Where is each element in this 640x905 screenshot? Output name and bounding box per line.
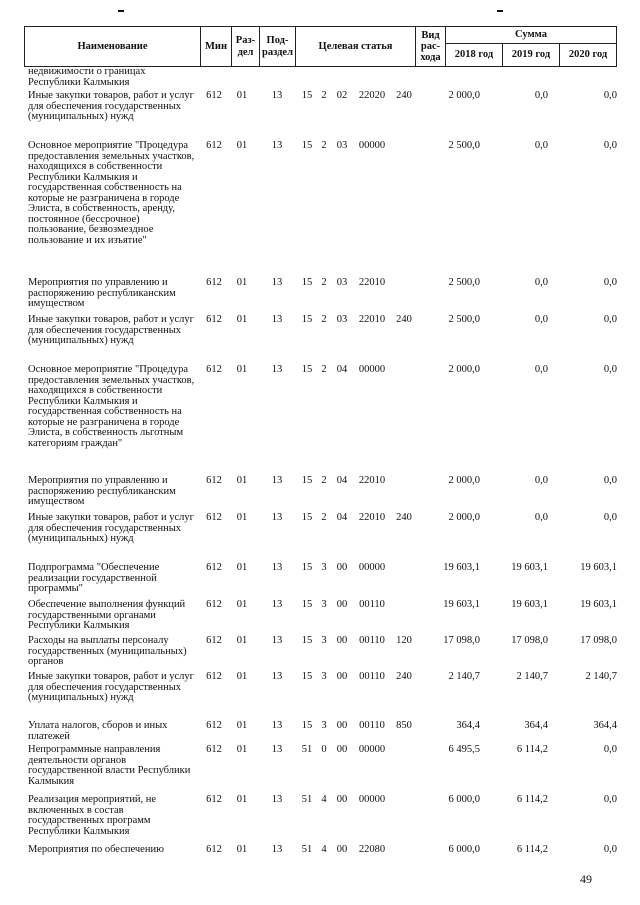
cell-target-event: 03 <box>336 140 348 151</box>
header-razdel: Раз- дел <box>232 27 260 67</box>
cell-target-program: 15 <box>301 635 313 646</box>
cell-sum-2020: 0,0 <box>603 844 617 855</box>
cell-podrazdel: 13 <box>271 599 283 610</box>
cell-sum-2020: 364,4 <box>593 720 617 731</box>
cell-sum-2018: 2 500,0 <box>448 277 480 288</box>
row-name: Основное мероприятие "Процедура предоставления земельных участков, находящихся в собственности Республики Калмыкия и государственная собственность на которые не разграничена в городе Элиста, в собственность, аренду, постоянное (бессрочное) пользование, безвозмездное пользование и их изъятие" <box>28 140 195 246</box>
cell-min: 612 <box>206 314 222 325</box>
cell-target-program: 51 <box>301 794 313 805</box>
cell-sum-2019: 17 098,0 <box>511 635 548 646</box>
header-2018: 2018 год <box>446 44 503 67</box>
row-name: Расходы на выплаты персоналу государственных (муниципальных) органов <box>28 635 187 667</box>
cell-target-direction: 22080 <box>358 844 386 855</box>
cell-razdel: 01 <box>236 671 248 682</box>
cell-target-direction: 22010 <box>358 314 386 325</box>
cell-target-event: 00 <box>336 720 348 731</box>
cell-target-event: 04 <box>336 364 348 375</box>
cell-vid: 120 <box>396 635 412 646</box>
cell-target-subprogram: 4 <box>321 794 327 805</box>
cell-sum-2020: 0,0 <box>603 744 617 755</box>
row-name: Иные закупки товаров, работ и услуг для обеспечения государственных (муниципальных) нужд <box>28 314 194 346</box>
cell-razdel: 01 <box>236 844 248 855</box>
cell-razdel: 01 <box>236 794 248 805</box>
cell-min: 612 <box>206 671 222 682</box>
cell-sum-2018: 6 000,0 <box>448 794 480 805</box>
cell-sum-2019: 0,0 <box>534 512 548 523</box>
cell-sum-2020: 0,0 <box>603 512 617 523</box>
cell-target-program: 15 <box>301 277 313 288</box>
cell-razdel: 01 <box>236 277 248 288</box>
cell-sum-2020: 0,0 <box>603 314 617 325</box>
cell-razdel: 01 <box>236 720 248 731</box>
cell-sum-2018: 17 098,0 <box>443 635 480 646</box>
cell-podrazdel: 13 <box>271 744 283 755</box>
cell-vid: 850 <box>396 720 412 731</box>
row-name: Иные закупки товаров, работ и услуг для обеспечения государственных (муниципальных) нужд <box>28 512 194 544</box>
cell-sum-2019: 6 114,2 <box>516 794 548 805</box>
cell-target-program: 15 <box>301 720 313 731</box>
row-name: Подпрограмма "Обеспечение реализации государственной программы" <box>28 562 160 594</box>
cell-razdel: 01 <box>236 562 248 573</box>
cell-target-direction: 00110 <box>359 635 385 646</box>
cell-min: 612 <box>206 562 222 573</box>
cell-podrazdel: 13 <box>271 671 283 682</box>
cell-podrazdel: 13 <box>271 364 283 375</box>
cell-min: 612 <box>206 277 222 288</box>
row-name: недвижимости о границах Республики Калмыкия <box>28 66 146 88</box>
cell-sum-2019: 0,0 <box>534 277 548 288</box>
cell-target-subprogram: 2 <box>321 364 327 375</box>
cell-sum-2020: 0,0 <box>603 794 617 805</box>
cell-target-direction: 00110 <box>359 671 385 682</box>
cell-target-program: 51 <box>301 844 313 855</box>
cell-target-event: 00 <box>336 794 348 805</box>
cell-target-program: 15 <box>301 475 313 486</box>
header-2020: 2020 год <box>560 44 617 67</box>
cell-podrazdel: 13 <box>271 844 283 855</box>
row-name: Основное мероприятие "Процедура предоставления земельных участков, находящихся в собственности Республики Калмыкия и государственная собственность на которые не разграничена в городе Элиста, в собственность льготным категориям граждан" <box>28 364 195 449</box>
cell-target-program: 15 <box>301 314 313 325</box>
cell-sum-2019: 2 140,7 <box>516 671 548 682</box>
cell-target-event: 04 <box>336 512 348 523</box>
cell-sum-2020: 2 140,7 <box>585 671 617 682</box>
cell-target-event: 00 <box>336 599 348 610</box>
cell-razdel: 01 <box>236 314 248 325</box>
cell-target-program: 15 <box>301 599 313 610</box>
cell-sum-2018: 2 000,0 <box>448 512 480 523</box>
cell-min: 612 <box>206 475 222 486</box>
cell-razdel: 01 <box>236 475 248 486</box>
cell-target-subprogram: 2 <box>321 140 327 151</box>
header-name: Наименование <box>25 27 201 67</box>
cell-sum-2018: 2 500,0 <box>448 314 480 325</box>
cell-sum-2018: 364,4 <box>456 720 480 731</box>
cell-sum-2020: 0,0 <box>603 140 617 151</box>
cell-sum-2019: 19 603,1 <box>511 562 548 573</box>
cell-sum-2020: 0,0 <box>603 364 617 375</box>
row-name: Мероприятия по управлению и распоряжению республиканским имуществом <box>28 277 176 309</box>
cell-sum-2019: 0,0 <box>534 140 548 151</box>
cell-target-subprogram: 4 <box>321 844 327 855</box>
cell-target-program: 15 <box>301 90 313 101</box>
cell-razdel: 01 <box>236 744 248 755</box>
cell-podrazdel: 13 <box>271 635 283 646</box>
cell-podrazdel: 13 <box>271 475 283 486</box>
row-name: Уплата налогов, сборов и иных платежей <box>28 720 168 742</box>
cell-sum-2018: 2 500,0 <box>448 140 480 151</box>
cell-sum-2018: 2 140,7 <box>448 671 480 682</box>
cell-sum-2018: 19 603,1 <box>443 562 480 573</box>
cell-vid: 240 <box>396 314 412 325</box>
cell-sum-2019: 19 603,1 <box>511 599 548 610</box>
cell-target-direction: 00000 <box>358 140 386 151</box>
header-vid: Вид рас- хода <box>416 27 446 67</box>
cell-podrazdel: 13 <box>271 512 283 523</box>
cell-sum-2020: 0,0 <box>603 475 617 486</box>
cell-podrazdel: 13 <box>271 140 283 151</box>
cell-target-subprogram: 3 <box>321 599 327 610</box>
cell-vid: 240 <box>396 512 412 523</box>
cell-razdel: 01 <box>236 364 248 375</box>
cell-target-event: 03 <box>336 314 348 325</box>
header-summa: Сумма <box>446 27 617 44</box>
row-name: Мероприятия по управлению и распоряжению республиканским имуществом <box>28 475 176 507</box>
row-name: Обеспечение выполнения функций государственными органами Республики Калмыкия <box>28 599 186 631</box>
cell-min: 612 <box>206 512 222 523</box>
cell-target-event: 00 <box>336 635 348 646</box>
cell-podrazdel: 13 <box>271 562 283 573</box>
cell-target-direction: 00000 <box>358 794 386 805</box>
cell-target-subprogram: 2 <box>321 475 327 486</box>
cell-sum-2019: 0,0 <box>534 364 548 375</box>
cell-razdel: 01 <box>236 635 248 646</box>
cell-sum-2019: 0,0 <box>534 314 548 325</box>
cell-target-subprogram: 2 <box>321 512 327 523</box>
cell-target-subprogram: 2 <box>321 314 327 325</box>
cell-min: 612 <box>206 364 222 375</box>
cell-razdel: 01 <box>236 90 248 101</box>
page-number: 49 <box>580 872 592 886</box>
cell-sum-2020: 0,0 <box>603 277 617 288</box>
cell-target-direction: 00000 <box>358 562 386 573</box>
cell-podrazdel: 13 <box>271 314 283 325</box>
cell-sum-2018: 6 000,0 <box>448 844 480 855</box>
cell-target-program: 15 <box>301 512 313 523</box>
cell-min: 612 <box>206 140 222 151</box>
cell-sum-2019: 364,4 <box>524 720 548 731</box>
cell-podrazdel: 13 <box>271 720 283 731</box>
cell-podrazdel: 13 <box>271 277 283 288</box>
cell-razdel: 01 <box>236 140 248 151</box>
cell-target-program: 15 <box>301 671 313 682</box>
cell-vid: 240 <box>396 90 412 101</box>
cell-vid: 240 <box>396 671 412 682</box>
cell-min: 612 <box>206 720 222 731</box>
cell-min: 612 <box>206 794 222 805</box>
cell-target-event: 04 <box>336 475 348 486</box>
cell-target-direction: 00110 <box>359 599 385 610</box>
cell-min: 612 <box>206 844 222 855</box>
cell-podrazdel: 13 <box>271 794 283 805</box>
cell-target-event: 00 <box>336 671 348 682</box>
cell-target-direction: 22010 <box>358 512 386 523</box>
cell-target-program: 15 <box>301 364 313 375</box>
cell-target-program: 15 <box>301 140 313 151</box>
cell-target-event: 02 <box>336 90 348 101</box>
row-name: Иные закупки товаров, работ и услуг для обеспечения государственных (муниципальных) нужд <box>28 671 194 703</box>
cell-podrazdel: 13 <box>271 90 283 101</box>
cell-sum-2018: 2 000,0 <box>448 475 480 486</box>
header-2019: 2019 год <box>503 44 560 67</box>
row-name: Иные закупки товаров, работ и услуг для обеспечения государственных (муниципальных) нужд <box>28 90 194 122</box>
cell-sum-2020: 17 098,0 <box>580 635 617 646</box>
cell-target-subprogram: 2 <box>321 277 327 288</box>
cell-target-direction: 22020 <box>358 90 386 101</box>
row-name: Непрограммные направления деятельности органов государственной власти Республики Калмыкия <box>28 744 191 787</box>
cell-sum-2020: 19 603,1 <box>580 599 617 610</box>
cell-min: 612 <box>206 599 222 610</box>
cell-min: 612 <box>206 744 222 755</box>
header-min: Мин <box>201 27 232 67</box>
cell-target-event: 00 <box>336 744 348 755</box>
cell-target-subprogram: 3 <box>321 635 327 646</box>
cell-sum-2018: 6 495,5 <box>448 744 480 755</box>
cell-sum-2020: 0,0 <box>603 90 617 101</box>
cell-target-subprogram: 3 <box>321 720 327 731</box>
cell-target-direction: 22010 <box>358 475 386 486</box>
header-target: Целевая статья <box>296 27 416 67</box>
cell-target-direction: 00000 <box>358 364 386 375</box>
cell-sum-2019: 6 114,2 <box>516 844 548 855</box>
cell-target-event: 00 <box>336 562 348 573</box>
cell-sum-2018: 19 603,1 <box>443 599 480 610</box>
cell-target-direction: 22010 <box>358 277 386 288</box>
cell-razdel: 01 <box>236 512 248 523</box>
cell-target-subprogram: 3 <box>321 562 327 573</box>
row-name: Мероприятия по обеспечению <box>28 844 164 855</box>
cell-target-event: 03 <box>336 277 348 288</box>
cell-min: 612 <box>206 90 222 101</box>
cell-razdel: 01 <box>236 599 248 610</box>
cell-sum-2019: 0,0 <box>534 90 548 101</box>
cell-target-subprogram: 2 <box>321 90 327 101</box>
cell-sum-2018: 2 000,0 <box>448 364 480 375</box>
header-podrazdel: Под- раздел <box>260 27 296 67</box>
row-name: Реализация мероприятий, не включенных в состав государственных программ Республики Калмыкия <box>28 794 157 837</box>
cell-sum-2018: 2 000,0 <box>448 90 480 101</box>
cell-target-program: 51 <box>301 744 313 755</box>
cell-sum-2020: 19 603,1 <box>580 562 617 573</box>
cell-target-event: 00 <box>336 844 348 855</box>
cell-target-direction: 00110 <box>359 720 385 731</box>
cell-target-subprogram: 0 <box>321 744 327 755</box>
cell-target-program: 15 <box>301 562 313 573</box>
cell-min: 612 <box>206 635 222 646</box>
cell-target-subprogram: 3 <box>321 671 327 682</box>
cell-target-direction: 00000 <box>358 744 386 755</box>
cell-sum-2019: 0,0 <box>534 475 548 486</box>
cell-sum-2019: 6 114,2 <box>516 744 548 755</box>
